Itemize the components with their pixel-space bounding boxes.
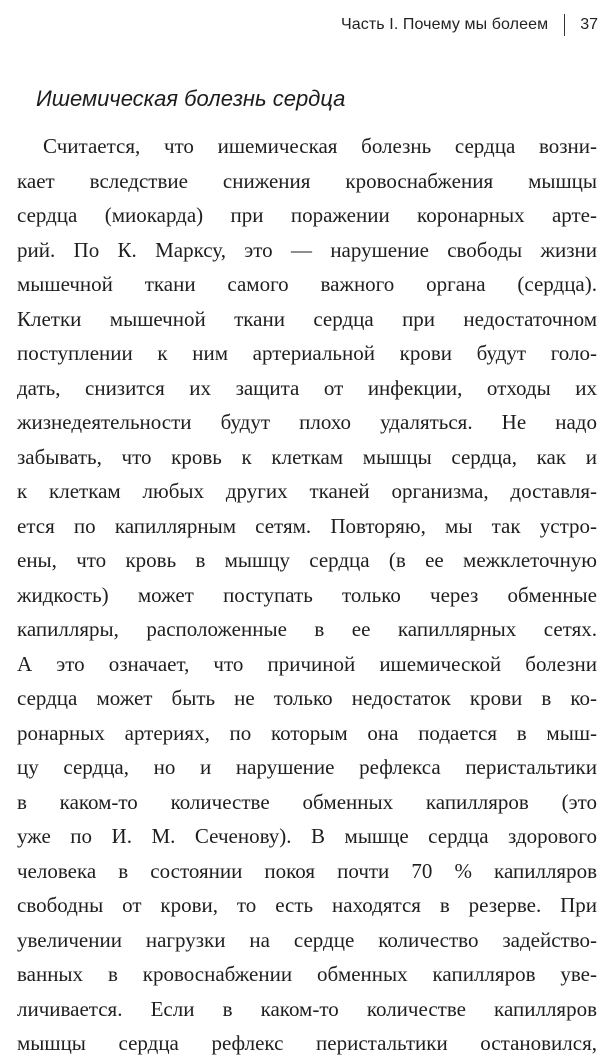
running-head-divider: [564, 14, 565, 36]
running-head-title: Часть I. Почему мы болеем: [341, 16, 549, 33]
text-line: жидкость) может поступать только через обменные: [17, 582, 597, 607]
text-line: человека в состоянии покоя почти 70 % капилляров: [17, 858, 597, 883]
text-line: жизнедеятельности будут плохо удаляться. Не надо: [17, 410, 597, 434]
page-number: 37: [580, 16, 598, 33]
text-line: ены, что кровь в мышцу сердца (в ее межклеточную: [17, 548, 597, 572]
text-line: сердца может быть не только недостаток крови в ко-: [17, 686, 597, 710]
text-line: забывать, что кровь к клеткам мышцы сердца, как и: [17, 444, 597, 469]
text-line: в каком-то количестве обменных капилляров (это: [17, 789, 597, 814]
text-line: капилляры, расположенные в ее капиллярных сетях.: [17, 617, 597, 641]
text-line: ется по капиллярным сетям. Повторяю, мы так устро-: [17, 513, 597, 538]
text-line: ванных в кровоснабжении обменных капилляров уве-: [17, 962, 597, 986]
text-line: поступлении к ним артериальной крови будут голо-: [17, 341, 597, 365]
text-line: ронарных артериях, по которым она подается в мыш-: [17, 720, 597, 745]
text-line: рий. По К. Марксу, это — нарушение свободы жизни: [17, 237, 597, 262]
text-line: мышечной ткани самого важного органа (сердца).: [17, 272, 597, 296]
text-line: цу сердца, но и нарушение рефлекса перистальтики: [17, 755, 597, 779]
text-line: А это означает, что причиной ишемической болезни: [17, 651, 597, 676]
text-line: уже по И. М. Сеченову). В мышце сердца здорового: [17, 824, 597, 848]
text-line: сердца (миокарда) при поражении коронарных арте-: [17, 203, 597, 227]
text-line: к клеткам любых других тканей организма, доставля-: [17, 479, 597, 503]
text-line: личивается. Если в каком-то количестве капилляров: [17, 996, 597, 1021]
text-line: увеличении нагрузки на сердце количество задейство-: [17, 927, 597, 952]
text-line: мышцы сердца рефлекс перистальтики остановился,: [17, 1031, 597, 1055]
text-line: кает вследствие снижения кровоснабжения мышцы: [17, 168, 597, 193]
text-line: дать, снизится их защита от инфекции, отходы их: [17, 375, 597, 400]
section-heading: Ишемическая болезнь сердца: [36, 86, 346, 111]
body-text: [17, 129, 597, 1061]
text-line: Считается, что ишемическая болезнь сердца возни-: [43, 134, 597, 158]
text-line: Клетки мышечной ткани сердца при недостаточном: [17, 306, 597, 331]
running-head: [341, 14, 598, 36]
text-line: свободны от крови, то есть находятся в резерве. При: [17, 893, 597, 917]
